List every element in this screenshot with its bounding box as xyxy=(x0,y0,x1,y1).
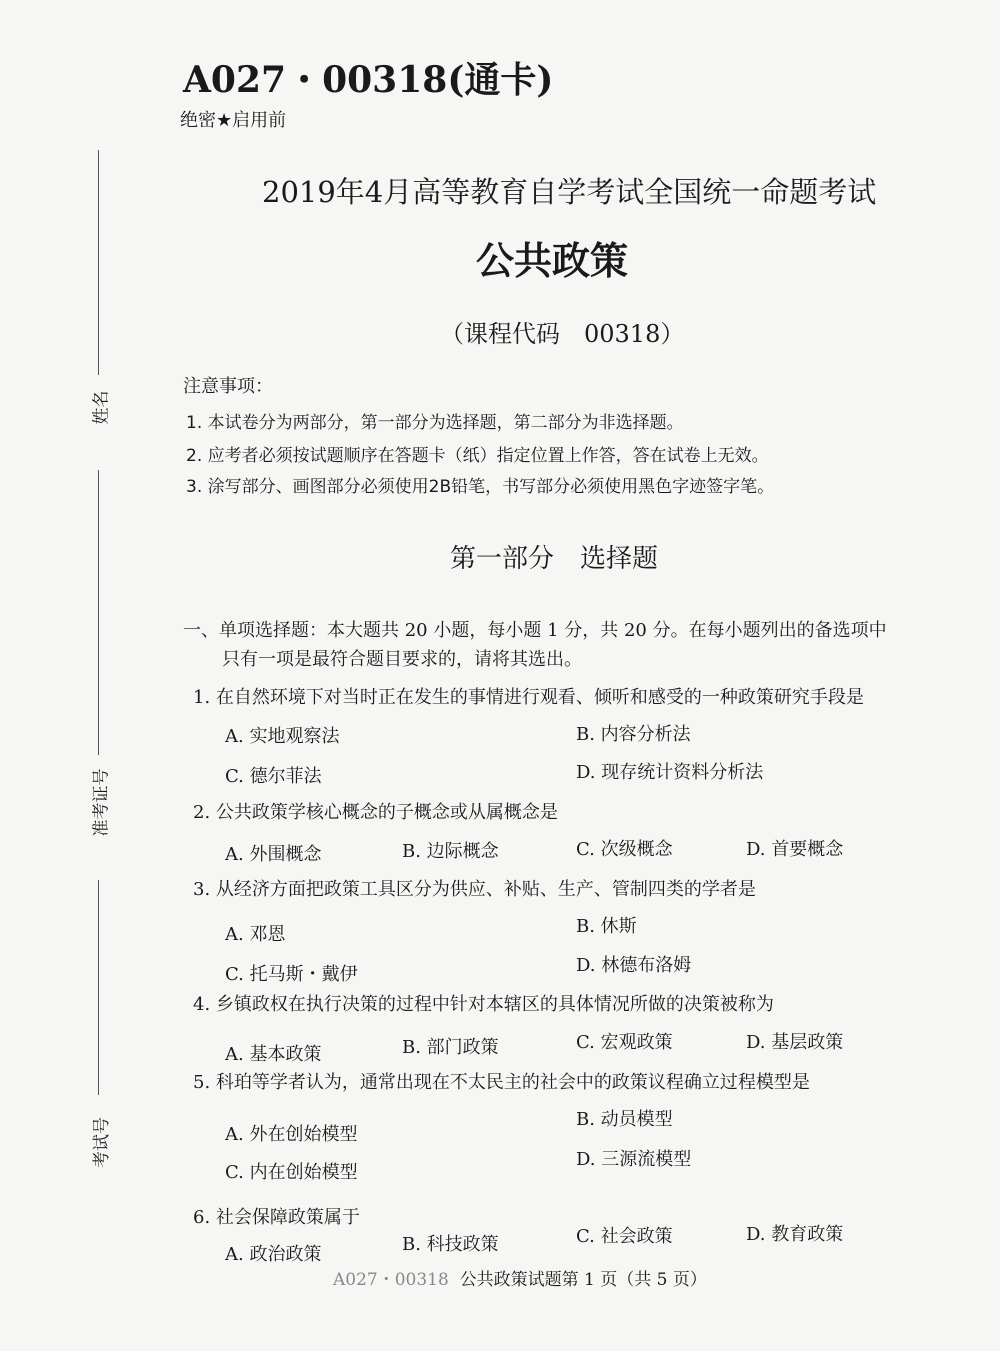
option: A. 外在创始模型 xyxy=(225,1124,358,1145)
binding-line xyxy=(98,880,99,1095)
course-code: （课程代码 00318） xyxy=(440,320,685,348)
notice-item: 2. 应考者必须按试题顺序在答题卡（纸）指定位置上作答，答在试卷上无效。 xyxy=(186,446,769,466)
notice-item: 3. 涂写部分、画图部分必须使用2B铅笔，书写部分必须使用黑色字迹签字笔。 xyxy=(186,477,775,497)
section-instructions: 只有一项是最符合题目要求的，请将其选出。 xyxy=(222,649,582,670)
option: C. 社会政策 xyxy=(576,1226,673,1247)
secret-label: 绝密★启用前 xyxy=(180,110,287,131)
notice-title: 注意事项： xyxy=(183,376,273,397)
option: D. 现存统计资料分析法 xyxy=(576,762,764,783)
option: D. 林德布洛姆 xyxy=(576,955,692,976)
ticket-field-label: 准考证号 xyxy=(91,768,112,837)
option: A. 政治政策 xyxy=(225,1244,322,1265)
option: D. 首要概念 xyxy=(746,839,844,860)
part-title: 第一部分 选择题 xyxy=(450,544,659,574)
option: D. 教育政策 xyxy=(746,1224,844,1245)
name-field-label: 姓名 xyxy=(91,390,112,425)
question-stem: 6. 社会保障政策属于 xyxy=(193,1207,360,1228)
page-footer xyxy=(333,1265,707,1290)
exam-no-field-label: 考试号 xyxy=(92,1117,112,1168)
section-instructions: 一、单项选择题：本大题共 20 小题，每小题 1 分，共 20 分。在每小题列出的备选项中 xyxy=(183,620,887,641)
binding-line xyxy=(98,150,99,375)
option: A. 实地观察法 xyxy=(225,726,340,747)
subject-title: 公共政策 xyxy=(476,239,629,283)
option: C. 宏观政策 xyxy=(576,1032,673,1053)
option: B. 动员模型 xyxy=(576,1109,673,1130)
footer-page: 公共政策试题第 1 页（共 5 页） xyxy=(459,1270,707,1290)
notice-item: 1. 本试卷分为两部分，第一部分为选择题，第二部分为非选择题。 xyxy=(186,413,684,433)
option: A. 基本政策 xyxy=(225,1044,322,1065)
option: B. 休斯 xyxy=(576,916,637,937)
question-stem: 4. 乡镇政权在执行决策的过程中针对本辖区的具体情况所做的决策被称为 xyxy=(193,994,774,1015)
question-stem: 3. 从经济方面把政策工具区分为供应、补贴、生产、管制四类的学者是 xyxy=(193,879,756,900)
option: D. 基层政策 xyxy=(746,1032,844,1053)
option: C. 托马斯・戴伊 xyxy=(225,964,358,985)
exam-title: 2019年4月高等教育自学考试全国统一命题考试 xyxy=(262,175,877,209)
option: C. 次级概念 xyxy=(576,839,673,860)
question-stem: 1. 在自然环境下对当时正在发生的事情进行观看、倾听和感受的一种政策研究手段是 xyxy=(193,687,864,708)
question-stem: 2. 公共政策学核心概念的子概念或从属概念是 xyxy=(193,802,558,823)
binding-line xyxy=(98,470,99,755)
option: A. 外围概念 xyxy=(225,844,322,865)
option: B. 内容分析法 xyxy=(576,724,691,745)
question-stem: 5. 科珀等学者认为，通常出现在不太民主的社会中的政策议程确立过程模型是 xyxy=(193,1072,810,1093)
option: B. 部门政策 xyxy=(402,1037,499,1058)
option: C. 德尔菲法 xyxy=(225,766,322,787)
option: C. 内在创始模型 xyxy=(225,1162,358,1183)
footer-code: A027・00318 xyxy=(333,1270,449,1290)
option: B. 科技政策 xyxy=(402,1234,499,1255)
paper-code: A027・00318(通卡) xyxy=(183,59,554,101)
option: A. 邓恩 xyxy=(225,924,286,945)
option: B. 边际概念 xyxy=(402,841,499,862)
option: D. 三源流模型 xyxy=(576,1149,692,1170)
